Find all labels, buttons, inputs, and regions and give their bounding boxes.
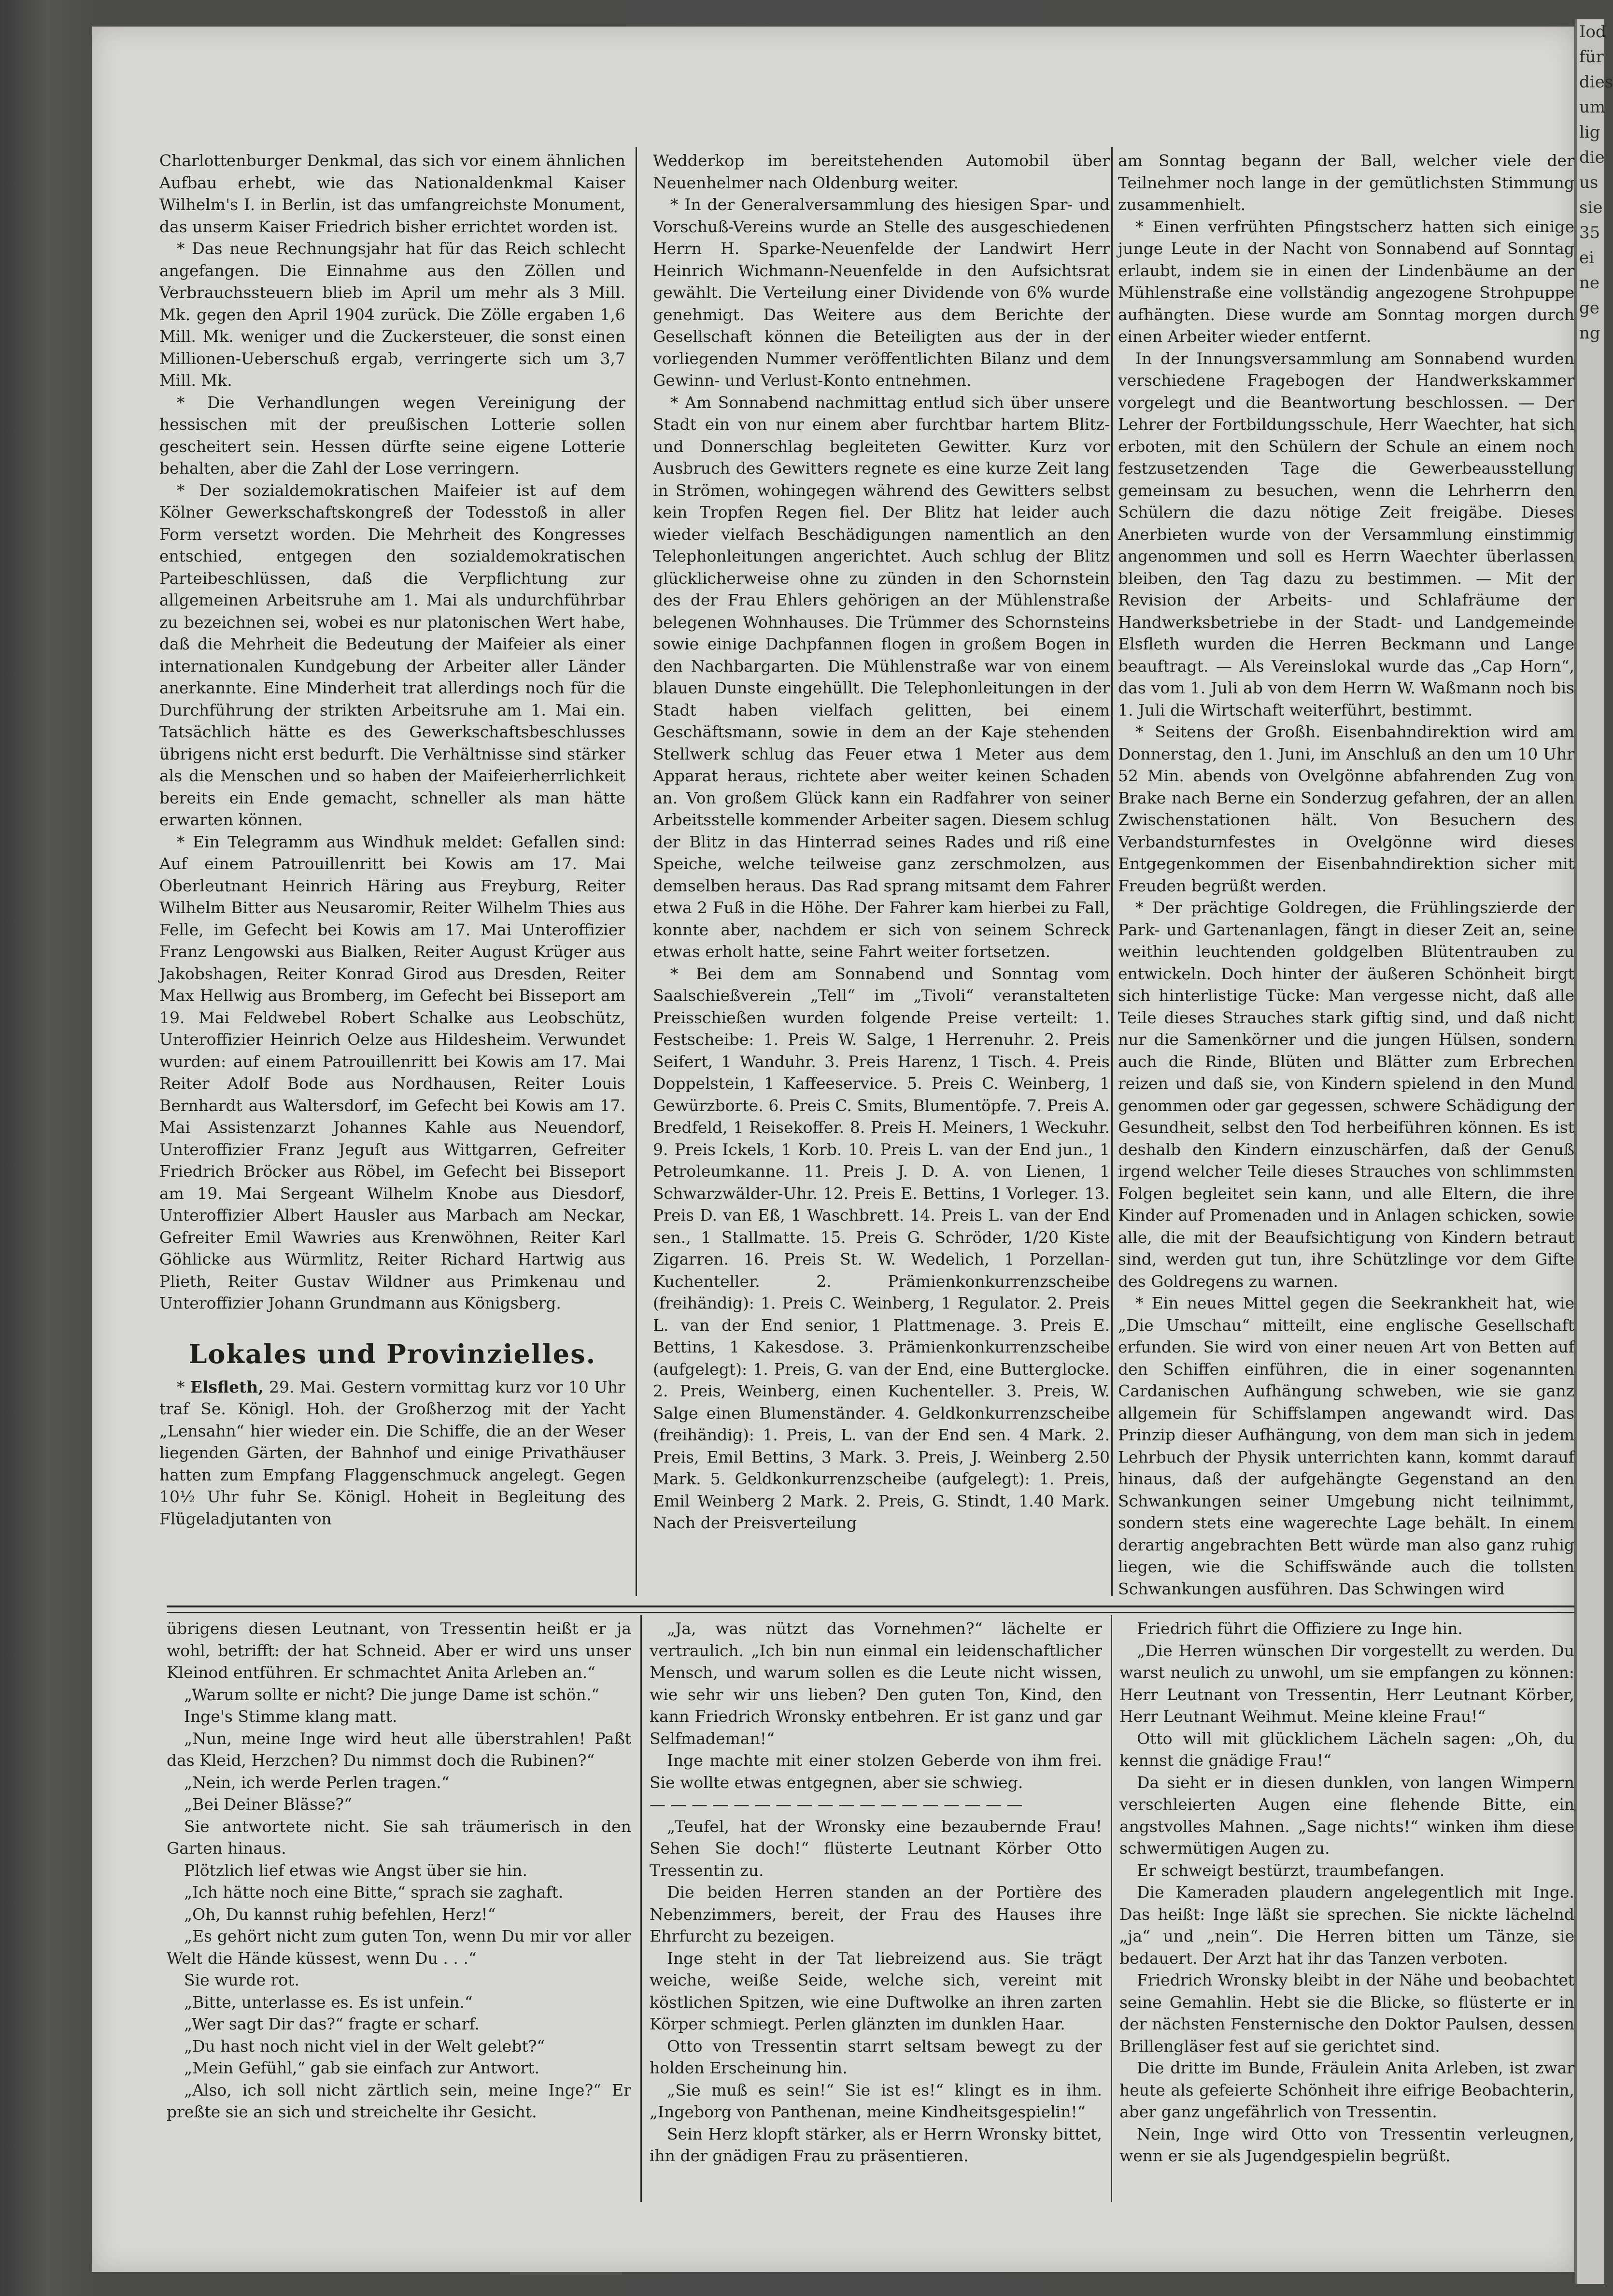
article-paragraph: * Der sozialdemokratischen Maifeier ist auf dem Kölner Gewerkschaftskongreß der Todesstoß in aller Form versetzt worden. Die Mehrheit des Kongresses entschied, entgegen den sozialdemokratischen Parteibeschlüssen, daß die Verpflichtung zur allgemeinen Arbeitsruhe am 1. Mai als undurchführbar zu bezeichnen sei, wobei es nur platonischen Wert habe, daß die Mehrheit die Bedeutung der Maifeier als einer internationalen Kundgebung der Arbeiter aller Länder anerkannte. Eine Minderheit trat allerdings noch für die Durchführung der strikten Arbeitsruhe am 1. Mai ein. Tatsächlich hätte es des Gewerkschaftsbeschlusses übrigens nicht erst bedurft. Die Verhältnisse sind stärker als die Menschen und so haben der Maifeierherrlichkeit bereits ein Ende gemacht, schneller als man hätte erwarten können. xyxy=(159,480,625,829)
margin-fragment: ge xyxy=(1579,298,1599,318)
column-divider xyxy=(640,1615,642,2202)
story-paragraph: „Du hast noch nicht viel in der Welt gelebt?“ xyxy=(184,2036,545,2056)
margin-fragment: us xyxy=(1579,173,1599,192)
column-divider xyxy=(1111,1615,1112,2202)
margin-fragment: für xyxy=(1579,47,1604,67)
article-paragraph: In der Innungsversammlung am Sonnabend wurden verschiedene Fragebogen der Handwerkskammer vorgelegt und die Beantwortung beschlossen. — Der Lehrer der Fortbildungsschule, Herr Waechter, hat sich erboten, mit den Schülern der Schule an einem noch festzusetzenden Tage die Gewerbeausstellung gemeinsam zu besuchen, wenn die Lehrherrn den Schülern die dazu nötige Zeit freigäbe. Dieses Anerbieten wurde von der Versammlung einstimmig angenommen und soll es Herrn Waechter überlassen bleiben, den Tag dazu zu bestimmen. — Mit der Revision der Arbeits- und Schlafräume der Handwerksbetriebe in der Stadt- und Landgemeinde Elsfleth wurden die Herren Beckmann und Lange beauftragt. — Als Vereinslokal wurde das „Cap Horn“, das vom 1. Juli ab von dem Herrn W. Waßmann noch bis 1. Juli die Wirtschaft weiterführt, bestimmt. xyxy=(1118,349,1574,719)
story-paragraph: Da sieht er in diesen dunklen, von langen Wimpern verschleierten Augen eine flehende Bitte, ein angstvolles Mahnen. „Sage nichts!“ winken ihm diese schwermütigen Augen zu. xyxy=(1119,1773,1574,1858)
column-divider xyxy=(636,147,637,1596)
margin-fragment: Iod xyxy=(1579,22,1606,42)
story-paragraph: „Nun, meine Inge wird heut alle überstrahlen! Paßt das Kleid, Herzchen? Du nimmst doch die Rubinen?“ xyxy=(167,1729,631,1770)
story-paragraph: Inge's Stimme klang matt. xyxy=(184,1707,397,1726)
margin-fragment: ne xyxy=(1579,273,1600,293)
margin-fragment: ei xyxy=(1579,248,1594,268)
story-paragraph: Otto will mit glücklichem Lächeln sagen: „Oh, du kennst die gnädige Frau!“ xyxy=(1119,1729,1574,1770)
story-paragraph: „Es gehört nicht zum guten Ton, wenn Du mir vor aller Welt die Hände küssest, wenn Du . . .“ xyxy=(167,1927,631,1968)
feuilleton-column-2 xyxy=(650,1618,1102,2167)
story-paragraph: „Die Herren wünschen Dir vorgestellt zu werden. Du warst neulich zu unwohl, um sie empfangen zu können: Herr Leutnant von Tressentin, Herr Leutnant Körber, Herr Leutnant Weihmut. Meine kleine Frau!“ xyxy=(1119,1641,1574,1726)
margin-fragment: ng xyxy=(1579,324,1600,343)
story-paragraph: Die dritte im Bunde, Fräulein Anita Arleben, ist zwar heute als gefeierte Schönheit ihre eifrige Beobachterin, aber ganz ungefährlich von Tressentin. xyxy=(1119,2058,1574,2121)
story-paragraph: „Bitte, unterlasse es. Es ist unfein.“ xyxy=(184,1992,473,2012)
story-paragraph: Sein Herz klopft stärker, als er Herrn Wronsky bittet, ihn der gnädigen Frau zu präsentieren. xyxy=(650,2124,1102,2165)
story-paragraph: Die beiden Herren standen an der Portière des Nebenzimmers, bereit, der Frau des Hauses ihre Ehrfurcht zu bezeigen. xyxy=(650,1883,1102,1945)
story-paragraph: „Ja, was nützt das Vornehmen?“ lächelte er vertraulich. „Ich bin nun einmal ein leidenschaftlicher Mensch, und warum sollen es die Leute nicht wissen, wie sehr wir uns lieben? Den guten Ton, Kind, den kann Friedrich Wronsky entbehren. Er ist ganz und gar Selfmademan!“ xyxy=(650,1619,1102,1748)
news-column-1 xyxy=(159,150,625,1530)
story-paragraph: Sie antwortete nicht. Sie sah träumerisch in den Garten hinaus. xyxy=(167,1817,631,1858)
margin-fragment: um xyxy=(1579,98,1606,117)
article-paragraph: * Seitens der Großh. Eisenbahndirektion wird am Donnerstag, den 1. Juni, im Anschluß an den um 10 Uhr 52 Min. abends von Ovelgönne abfahrenden Zug von Brake nach Berne ein Sonderzug gefahren, der an allen Zwischenstationen hält. Von Besuchern des Verbandsturnfestes in Ovelgönne wird dieses Entgegenkommen der Eisenbahndirektion sicher mit Freuden begrüßt werden. xyxy=(1118,722,1574,895)
article-paragraph: * In der Generalversammlung des hiesigen Spar- und Vorschuß-Vereins wurde an Stelle des ausgeschiedenen Herrn H. Sparke-Neuenfelde der Landwirt Herr Heinrich Wichmann-Neuenfelde in den Aufsichtsrat gewählt. Die Verteilung einer Dividende von 6% wurde genehmigt. Das Weitere aus dem Berichte der Gesellschaft können die Beteiligten aus der in der vorliegenden Nummer veröffentlichten Bilanz und dem Gewinn- und Verlust-Konto entnehmen. xyxy=(653,195,1110,390)
article-paragraph: * Ein neues Mittel gegen die Seekrankheit hat, wie „Die Umschau“ mitteilt, eine englische Gesellschaft erfunden. Sie wird von einer neuen Art von Betten auf den Schiffen einführen, die in einer sogenannten Cardanischen Aufhängung schweben, wie sie ganz allgemein für Schiffslampen angewandt wird. Das Prinzip dieser Aufhängung, von dem man sich in jedem Lehrbuch der Physik unterrichten kann, kommt darauf hinaus, daß der aufgehängte Gegenstand an den Schwankungen seiner Umgebung nicht teilnimmt, sondern stets eine wagerechte Lage behält. In einem derartig angebrachten Bett würde man also ganz ruhig liegen, wie die Schiffswände auch die tollsten Schwankungen ausführen. Das Schwingen wird xyxy=(1118,1294,1574,1598)
story-paragraph: „Also, ich soll nicht zärtlich sein, meine Inge?“ Er preßte sie an sich und streichelte ihr Gesicht. xyxy=(167,2080,631,2121)
story-paragraph: „Bei Deiner Blässe?“ xyxy=(184,1795,352,1814)
story-paragraph: „Oh, Du kannst ruhig befehlen, Herz!“ xyxy=(184,1904,496,1924)
story-paragraph: Er schweigt bestürzt, traumbefangen. xyxy=(1137,1860,1445,1880)
margin-fragment: lig xyxy=(1579,123,1600,142)
article-paragraph: * Bei dem am Sonnabend und Sonntag vom Saalschießverein „Tell“ im „Tivoli“ veranstalteten Preisschießen wurden folgende Preise verteilt: 1. Festscheibe: 1. Preis W. Salge, 1 Herrenuhr. 2. Preis Seifert, 1 Wanduhr. 3. Preis Harenz, 1 Tisch. 4. Preis Doppelstein, 1 Kaffeeservice. 5. Preis C. Weinberg, 1 Gewürzborte. 6. Preis C. Smits, Blumentöpfe. 7. Preis A. Bredfeld, 1 Reisekoffer. 8. Preis H. Meiners, 1 Weckuhr. 9. Preis Ickels, 1 Korb. 10. Preis L. van der End jun., 1 Petroleumkanne. 11. Preis J. D. A. von Lienen, 1 Schwarzwälder-Uhr. 12. Preis E. Bettins, 1 Vorleger. 13. Preis D. van Eß, 1 Waschbrett. 14. Preis L. van der End sen., 1 Stallmatte. 15. Preis G. Schröder, 1/20 Kiste Zigarren. 16. Preis St. W. Wedelich, 1 Porzellan-Kuchenteller. 2. Prämienkonkurrenzscheibe (freihändig): 1. Preis C. Weinberg, 1 Regulator. 2. Preis L. van der End senior, 1 Plattmenage. 3. Preis E. Bettins, 1 Kakesdose. 3. Prämienkonkurrenzscheibe (aufgelegt): 1. Preis, G. van der End, eine Butterglocke. 2. Preis, Weinberg, einen Kuchenteller. 3. Preis, W. Salge einen Blumenständer. 4. Geldkonkurrenzscheibe (freihändig): 1. Preis, L. van der End sen. 4 Mark. 2. Preis, Emil Bettins, 3 Mark. 3. Preis, J. Weinberg 2.50 Mark. 5. Geldkonkurrenzscheibe (aufgelegt): 1. Preis, Emil Weinberg 2 Mark. 2. Preis, G. Stindt, 1.40 Mark. Nach der Preisverteilung xyxy=(653,964,1110,1532)
feuilleton-column-1 xyxy=(167,1618,631,2123)
story-paragraph: Friedrich führt die Offiziere zu Inge hin. xyxy=(1137,1619,1463,1638)
feuilleton-divider xyxy=(167,1606,1574,1613)
adjacent-page-edge xyxy=(1575,19,1613,2284)
article-paragraph: am Sonntag begann der Ball, welcher viele der Teilnehmer noch lange in der gemütlichsten Stimmung zusammenhielt. xyxy=(1118,151,1574,214)
story-paragraph: „Teufel, hat der Wronsky eine bezaubernde Frau! Sehen Sie doch!“ flüsterte Leutnant Körber Otto Tressentin zu. xyxy=(650,1817,1102,1880)
story-paragraph: Sie wurde rot. xyxy=(184,1971,299,1989)
section-heading: Lokales und Provinzielles. xyxy=(188,1338,596,1369)
article-paragraph: Charlottenburger Denkmal, das sich vor einem ähnlichen Aufbau erhebt, wie das Nationaldenkmal Kaiser Wilhelm's I. in Berlin, ist das umfangreichste Monument, das unserm Kaiser Friedrich bisher errichtet worden ist. xyxy=(159,151,625,236)
feuilleton-column-3 xyxy=(1119,1618,1574,2167)
margin-fragment: dies xyxy=(1579,72,1613,92)
article-paragraph: * Ein Telegramm aus Windhuk meldet: Gefallen sind: Auf einem Patrouillenritt bei Kowis am 17. Mai Oberleutnant Heinrich Häring aus Freyburg, Reiter Wilhelm Bitter aus Neusaromir, Reiter Wilhelm Thies aus Felle, im Gefecht bei Kowis am 17. Mai Unteroffizier Franz Lengowski aus Bialken, Reiter August Krüger aus Jakobshagen, Reiter Konrad Girod aus Dresden, Reiter Max Hellwig aus Bromberg, im Gefecht bei Bisseport am 19. Mai Feldwebel Robert Schalke aus Leobschütz, Unteroffizier Heinrich Oelze aus Hildesheim. Verwundet wurden: auf einem Patrouillenritt bei Kowis am 17. Mai Reiter Adolf Bode aus Nordhausen, Reiter Louis Bernhardt aus Waltersdorf, im Gefecht bei Kowis am 17. Mai Assistenzarzt Johannes Kahle aus Neuendorf, Unteroffizier Franz Jeguſt aus Wittgarren, Gefreiter Friedrich Bröcker aus Röbel, im Gefecht bei Bisseport am 19. Mai Sergeant Wilhelm Knobe aus Diesdorf, Unteroffizier Albert Hausler aus Marbach am Neckar, Gefreiter Emil Wawries aus Krenwöhnen, Reiter Karl Göhlicke aus Würmlitz, Reiter Richard Hartwig aus Plieth, Reiter Gustav Wildner aus Primkenau und Unteroffizier Johann Grundmann aus Königsberg. xyxy=(159,832,625,1312)
article-paragraph: * Am Sonnabend nachmittag entlud sich über unsere Stadt ein von nur einem aber furchtbar hartem Blitz- und Donnerschlag begleiteten Gewitter. Kurz vor Ausbruch des Gewitters regnete es eine kurze Zeit lang in Strömen, wohingegen während des Gewitters selbst kein Tropfen Regen fiel. Der Blitz hat leider auch wieder vielfach Beschädigungen namentlich an den Telephonleitungen angerichtet. Auch schlug der Blitz glücklicherweise ohne zu zünden in den Schornstein des der Frau Ehlers gehörigen an der Mühlenstraße belegenen Wohnhauses. Die Trümmer des Schornsteins sowie einige Dachpfannen flogen in großem Bogen in den Nachbargarten. Die Mühlenstraße war von einem blauen Dunste eingehüllt. Die Telephonleitungen in der Stadt haben vielfach gelitten, bei einem Geschäftsmann, sowie in dem an der Kaje stehenden Stellwerk schlug das Feuer etwa 1 Meter aus dem Apparat heraus, richtete aber weiter keinen Schaden an. Von großem Glück kann ein Radfahrer von seiner Arbeitsstelle kommender Arbeiter sagen. Diesem schlug der Blitz in das Hinterrad seines Rades und riß eine Speiche, welche teilweise ganz zerschmolzen, aus demselben heraus. Das Rad sprang mitsamt dem Fahrer etwa 2 Fuß in die Höhe. Der Fahrer kam hierbei zu Fall, konnte aber, nachdem er sich von seinem Schreck etwas erholt hatte, seine Fahrt weiter fortsetzen. xyxy=(653,393,1110,961)
article-text: 29. Mai. Gestern vormittag kurz vor 10 Uhr traf Se. Königl. Hoh. der Großherzog mit der Yacht „Lensahn“ hier wieder ein. Die Schiffe, die an der Weser liegenden Gärten, der Bahnhof und einige Privathäuser hatten zum Empfang Flaggenschmuck angelegt. Gegen 10½ Uhr fuhr Se. Königl. Hoheit in Begleitung des Flügeladjutanten von xyxy=(159,1377,625,1528)
margin-fragment: 35 xyxy=(1579,223,1600,242)
article-paragraph: * Das neue Rechnungsjahr hat für das Reich schlecht angefangen. Die Einnahme aus den Zöllen und Verbrauchssteuern blieb im April um mehr als 3 Mill. Mk. gegen den April 1904 zurück. Die Zölle ergaben 1,6 Mill. Mk. weniger und die Zuckersteuer, die sonst einen Millionen-Ueberschuß ergab, verringerte sich um 3,7 Mill. Mk. xyxy=(159,239,625,390)
story-paragraph: Die Kameraden plaudern angelegentlich mit Inge. Das heißt: Inge läßt sie sprechen. Sie nickte lächelnd „ja“ und „nein“. Die Herren bitten um Tänze, sie bedauert. Der Arzt hat ihr das Tanzen verboten. xyxy=(1119,1883,1574,1968)
dateline: Elsfleth, xyxy=(190,1377,264,1396)
story-paragraph: Otto von Tressentin starrt seltsam bewegt zu der holden Erscheinung hin. xyxy=(650,2036,1102,2077)
story-paragraph: Plötzlich lief etwas wie Angst über sie hin. xyxy=(184,1860,528,1880)
news-column-2 xyxy=(653,150,1110,1534)
scene-separator: — — — — — — — — — — — — — — — — — — xyxy=(650,1795,1023,1814)
margin-fragment: die xyxy=(1579,148,1605,167)
column-divider xyxy=(1111,147,1113,1596)
news-column-3 xyxy=(1118,150,1574,1600)
story-paragraph: Inge machte mit einer stolzen Geberde von ihm frei. Sie wollte etwas entgegnen, aber sie schwieg. xyxy=(650,1751,1102,1792)
article-paragraph: * Elsfleth, 29. Mai. Gestern vormittag kurz vor 10 Uhr traf Se. Königl. Hoh. der Großherzog mit der Yacht „Lensahn“ hier wieder ein. Die Schiffe, die an der Weser liegenden Gärten, der Bahnhof und einige Privathäuser hatten zum Empfang Flaggenschmuck angelegt. Gegen 10½ Uhr fuhr Se. Königl. Hoheit in Begleitung des Flügeladjutanten von xyxy=(159,1377,625,1528)
story-paragraph: Nein, Inge wird Otto von Tressentin verleugnen, wenn er sie als Jugendgespielin begrüßt. xyxy=(1119,2124,1574,2165)
story-paragraph: „Mein Gefühl,“ gab sie einfach zur Antwort. xyxy=(184,2058,539,2077)
story-paragraph: „Ich hätte noch eine Bitte,“ sprach sie zaghaft. xyxy=(184,1883,564,1902)
article-paragraph: Wedderkop im bereitstehenden Automobil über Neuenhelmer nach Oldenburg weiter. xyxy=(653,151,1110,192)
article-paragraph: * Einen verfrühten Pfingstscherz hatten sich einige junge Leute in der Nacht von Sonnabend auf Sonntag erlaubt, indem sie in einen der Lindenbäume an der Mühlenstraße eine vollständig angezogene Strohpuppe aufhängten. Diese wurde am Sonntag morgen durch einen Arbeiter wieder entfernt. xyxy=(1118,217,1574,346)
story-paragraph: „Nein, ich werde Perlen tragen.“ xyxy=(184,1773,450,1792)
article-paragraph: * Die Verhandlungen wegen Vereinigung der hessischen mit der preußischen Lotterie sollen gescheitert sein. Hessen dürfte seine eigene Lotterie behalten, aber die Zahl der Lose verringern. xyxy=(159,393,625,478)
story-paragraph: „Wer sagt Dir das?“ fragte er scharf. xyxy=(184,2014,480,2033)
story-paragraph: „Sie muß es sein!“ Sie ist es!“ klingt es in ihm. „Ingeborg von Panthenan, meine Kindheitsgespielin!“ xyxy=(650,2080,1102,2121)
story-paragraph: übrigens diesen Leutnant, von Tressentin heißt er ja wohl, betrifft: der hat Schneid. Aber er wird uns unser Kleinod entführen. Er schmachtet Anita Arleben an.“ xyxy=(167,1619,631,1682)
story-paragraph: Friedrich Wronsky bleibt in der Nähe und beobachtet seine Gemahlin. Hebt sie die Blicke, so flüsterte er in der nächsten Fensternische den Doktor Paulsen, dessen Brillengläser fest auf sie gerichtet sind. xyxy=(1119,1971,1574,2056)
story-paragraph: „Warum sollte er nicht? Die junge Dame ist schön.“ xyxy=(184,1685,600,1704)
margin-fragment: sie xyxy=(1579,198,1603,217)
article-paragraph: * Der prächtige Goldregen, die Frühlingszierde der Park- und Gartenanlagen, fängt in dieser Zeit an, seine weithin leuchtenden goldgelben Blütentrauben zu entwickeln. Doch hinter der äußeren Schönheit birgt sich hinterlistige Tücke: Man vergesse nicht, daß alle Teile dieses Strauches stark giftig sind, und daß nicht nur die Samenkörner und die jungen Hülsen, sondern auch die Rinde, Blüten und Blätter zum Erbrechen reizen und daß sie, von Kindern spielend in den Mund genommen oder gar gegessen, schwere Schädigung der Gesundheit, selbst den Tod herbeiführen können. Es ist deshalb den Kindern einzuschärfen, daß der Genuß irgend welcher Teile dieses Strauches von schlimmsten Folgen begleitet sein kann, und alle Eltern, die ihre Kinder auf Promenaden und in Anlagen schicken, sowie alle, die mit der Beaufsichtigung von Kindern betraut sind, werden gut tun, ihre Schützlinge vor dem Gifte des Goldregens zu warnen. xyxy=(1118,898,1574,1291)
story-paragraph: Inge steht in der Tat liebreizend aus. Sie trägt weiche, weiße Seide, welche sich, vereint mit köstlichen Spitzen, wie eine Duftwolke an ihren zarten Körper schmiegt. Perlen glänzten im dunklen Haar. xyxy=(650,1948,1102,2033)
